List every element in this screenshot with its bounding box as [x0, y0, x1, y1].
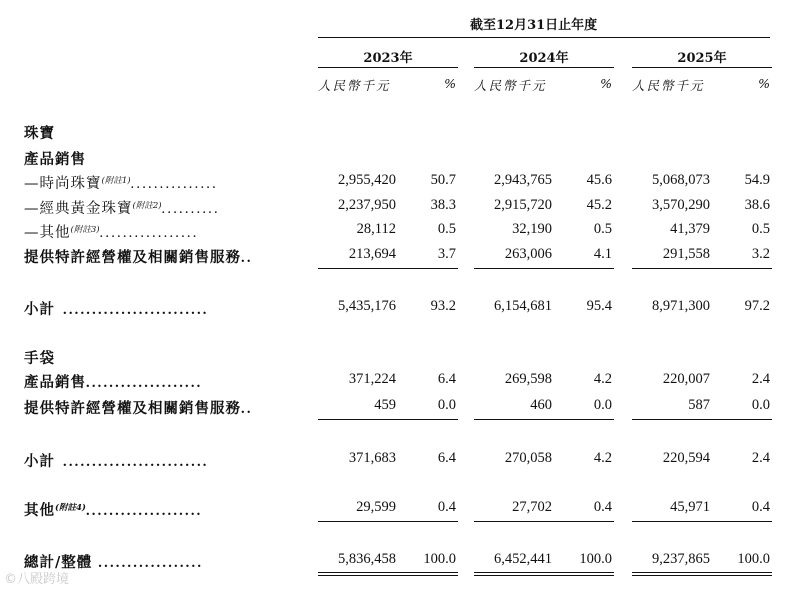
- total-double-rule-2023: [318, 572, 458, 576]
- leader-dots: .........................: [63, 454, 209, 470]
- cell-subtotal-h-2024: 270,058: [504, 450, 552, 466]
- cell-classic-2025-pct: 38.6: [744, 197, 770, 213]
- total-double-rule-2024: [474, 572, 614, 576]
- section-jewelry: 珠寶: [24, 125, 55, 142]
- year-rule-2024: [474, 67, 614, 68]
- pct-2023: %: [444, 76, 456, 91]
- cell-subtotal-h-2024-pct: 4.2: [593, 450, 612, 466]
- cell-classic-2023-pct: 38.3: [430, 197, 456, 213]
- leader-dots: ....................: [85, 503, 203, 519]
- label-text: 總計/整體: [24, 554, 93, 571]
- footnote-ref: (附註1): [101, 176, 131, 186]
- others-rule-2024: [474, 521, 614, 522]
- cell-franchise-h-2023-pct: 0.0: [437, 397, 456, 413]
- leader-dots: ..: [241, 401, 253, 417]
- cell-others-2024-pct: 0.4: [593, 499, 612, 515]
- dash: —: [24, 201, 40, 217]
- leader-dots: ..........: [161, 201, 220, 217]
- cell-product-h-2024: 269,598: [504, 371, 552, 387]
- cell-total-2023-pct: 100.0: [423, 551, 456, 567]
- cell-other-j-2024-pct: 0.5: [593, 221, 612, 237]
- leader-dots: ...............: [130, 176, 218, 192]
- label-text: 提供特許經營權及相關銷售服務: [24, 400, 241, 417]
- label-text: 其他: [39, 225, 71, 241]
- total-double-rule-2025: [632, 572, 772, 576]
- label-text: 提供特許經營權及相關銷售服務: [24, 249, 241, 266]
- cell-others-2025-pct: 0.4: [751, 499, 770, 515]
- cell-subtotal-h-2023: 371,683: [348, 450, 396, 466]
- section-product-sales: 產品銷售: [24, 151, 86, 168]
- pct-2025: %: [758, 76, 770, 91]
- pct-2024: %: [600, 76, 612, 91]
- year-rule-2023: [318, 67, 458, 68]
- cell-other-j-2025-pct: 0.5: [751, 221, 770, 237]
- footnote-ref: (附註2): [132, 201, 162, 211]
- cell-others-2023: 29,599: [356, 499, 396, 515]
- cell-franchise-j-2025: 291,558: [662, 246, 710, 262]
- dash: —: [24, 176, 40, 192]
- row-label-classic-gold: [24, 197, 220, 218]
- leader-dots: .................: [99, 225, 199, 241]
- cell-subtotal-j-2024-pct: 95.4: [586, 298, 612, 314]
- cell-total-2024-pct: 100.0: [579, 551, 612, 567]
- cell-classic-2023: 2,237,950: [338, 197, 396, 213]
- year-2023: 2023年: [363, 51, 413, 66]
- year-2024: 2024年: [519, 51, 569, 66]
- handbag-rule-2025: [632, 419, 772, 420]
- cell-subtotal-j-2024: 6,154,681: [494, 298, 552, 314]
- cell-total-2025: 9,237,865: [652, 551, 710, 567]
- row-label-handbag-product-sales: [24, 371, 203, 392]
- leader-dots: .........................: [63, 302, 209, 318]
- cell-franchise-h-2023: 459: [374, 397, 396, 413]
- footnote-ref: (附註3): [70, 225, 100, 235]
- unit-2025: 人民幣千元: [632, 78, 705, 93]
- cell-total-2023: 5,836,458: [338, 551, 396, 567]
- year-2025: 2025年: [677, 51, 727, 66]
- cell-subtotal-h-2025-pct: 2.4: [751, 450, 770, 466]
- dash: —: [24, 225, 40, 241]
- row-label-franchise-handbags: [24, 397, 253, 418]
- cell-franchise-h-2024: 460: [530, 397, 552, 413]
- label-text: 時尚珠寶: [39, 176, 102, 192]
- year-rule-2025: [632, 67, 772, 68]
- cell-franchise-j-2025-pct: 3.2: [751, 246, 770, 262]
- period-rule: [318, 37, 770, 38]
- leader-dots: ..: [241, 250, 253, 266]
- others-rule-2025: [632, 521, 772, 522]
- cell-classic-2024: 2,915,720: [494, 197, 552, 213]
- cell-franchise-h-2024-pct: 0.0: [593, 397, 612, 413]
- unit-2023: 人民幣千元: [318, 78, 391, 93]
- cell-franchise-j-2024: 263,006: [504, 246, 552, 262]
- cell-other-j-2025: 41,379: [670, 221, 710, 237]
- cell-others-2025: 45,971: [670, 499, 710, 515]
- row-label-subtotal-jewelry: [24, 298, 209, 319]
- footnote-ref: (附註4): [55, 503, 86, 513]
- row-label-other-jewelry: [24, 221, 199, 242]
- others-rule-2023: [318, 521, 458, 522]
- cell-other-j-2024: 32,190: [512, 221, 552, 237]
- cell-product-h-2024-pct: 4.2: [593, 371, 612, 387]
- cell-fashion-2024-pct: 45.6: [586, 172, 612, 188]
- leader-dots: ....................: [86, 375, 203, 391]
- cell-product-h-2023: 371,224: [348, 371, 396, 387]
- handbag-rule-2023: [318, 419, 458, 420]
- handbag-rule-2024: [474, 419, 614, 420]
- label-text: 小計: [24, 301, 55, 318]
- cell-franchise-h-2025: 587: [688, 397, 710, 413]
- cell-product-h-2023-pct: 6.4: [437, 371, 456, 387]
- cell-others-2023-pct: 0.4: [437, 499, 456, 515]
- cell-franchise-h-2025-pct: 0.0: [751, 397, 770, 413]
- subtotal-rule-2024: [474, 268, 614, 269]
- cell-product-h-2025-pct: 2.4: [751, 371, 770, 387]
- cell-other-j-2023: 28,112: [356, 221, 396, 237]
- cell-franchise-j-2024-pct: 4.1: [593, 246, 612, 262]
- cell-fashion-2024: 2,943,765: [494, 172, 552, 188]
- cell-classic-2025: 3,570,290: [652, 197, 710, 213]
- cell-subtotal-h-2023-pct: 6.4: [437, 450, 456, 466]
- cell-franchise-j-2023-pct: 3.7: [437, 246, 456, 262]
- period-header: 截至12月31日止年度: [470, 18, 598, 33]
- row-label-franchise-jewelry: [24, 246, 253, 267]
- cell-product-h-2025: 220,007: [662, 371, 710, 387]
- cell-fashion-2023-pct: 50.7: [430, 172, 456, 188]
- cell-subtotal-j-2025: 8,971,300: [652, 298, 710, 314]
- label-text: 小計: [24, 453, 55, 470]
- cell-other-j-2023-pct: 0.5: [437, 221, 456, 237]
- label-text: 經典黃金珠寶: [39, 201, 133, 217]
- row-label-subtotal-handbags: [24, 450, 209, 471]
- cell-total-2025-pct: 100.0: [737, 551, 770, 567]
- cell-subtotal-j-2025-pct: 97.2: [744, 298, 770, 314]
- cell-classic-2024-pct: 45.2: [586, 197, 612, 213]
- label-text: 產品銷售: [24, 374, 86, 391]
- row-label-others: [24, 499, 202, 520]
- cell-fashion-2025: 5,068,073: [652, 172, 710, 188]
- unit-2024: 人民幣千元: [474, 78, 547, 93]
- cell-franchise-j-2023: 213,694: [348, 246, 396, 262]
- label-text: 其他: [24, 502, 55, 519]
- cell-fashion-2023: 2,955,420: [338, 172, 396, 188]
- leader-dots: ..................: [98, 555, 204, 571]
- cell-others-2024: 27,702: [512, 499, 552, 515]
- subtotal-rule-2025: [632, 268, 772, 269]
- row-label-fashion-jewelry: [24, 172, 218, 193]
- cell-total-2024: 6,452,441: [494, 551, 552, 567]
- cell-subtotal-j-2023: 5,435,176: [338, 298, 396, 314]
- cell-subtotal-h-2025: 220,594: [662, 450, 710, 466]
- subtotal-rule-2023: [318, 268, 458, 269]
- cell-subtotal-j-2023-pct: 93.2: [430, 298, 456, 314]
- section-handbags: 手袋: [24, 350, 55, 367]
- cell-fashion-2025-pct: 54.9: [744, 172, 770, 188]
- watermark: ©八殿跨境: [4, 572, 70, 587]
